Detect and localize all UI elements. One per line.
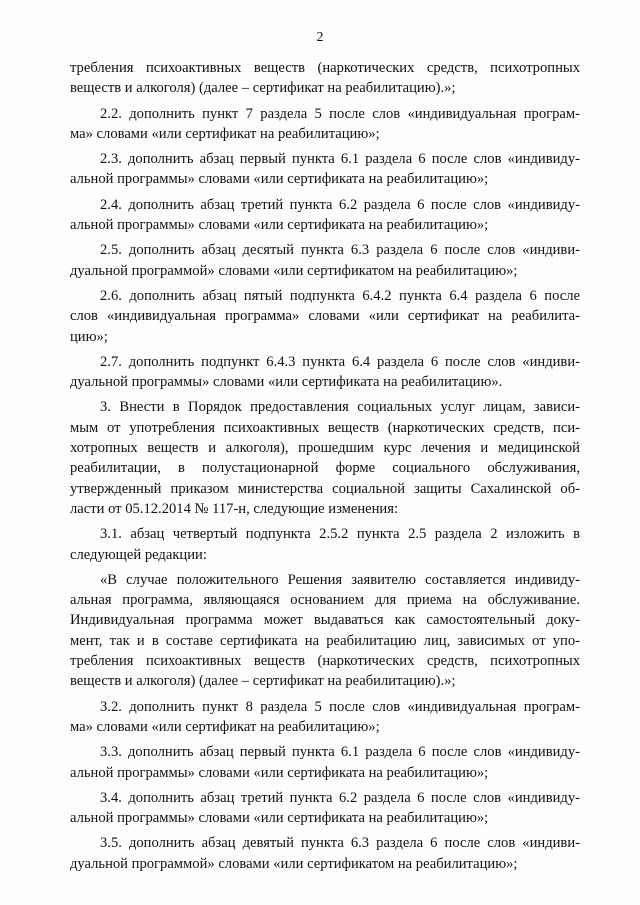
text-line: 3.2. дополнить пункт 8 раздела 5 после слов «индивидуальная програм- xyxy=(100,698,580,715)
text-line: 2.3. дополнить абзац первый пункта 6.1 раздела 6 после слов «индивиду- xyxy=(100,151,580,168)
text-line: альная программа, являющаяся основанием для приема на обслуживание. xyxy=(70,592,580,609)
text-line: дуальной программы» словами «или сертификата на реабилитацию». xyxy=(70,374,503,391)
text-line: дуальной программой» словами «или сертификатом на реабилитацию»; xyxy=(70,855,518,872)
document-body xyxy=(70,58,580,874)
text-line: 3.5. дополнить абзац девятый пункта 6.3 раздела 6 после слов «индиви- xyxy=(100,835,580,852)
text-line: альной программы» словами «или сертификата на реабилитацию»; xyxy=(70,171,489,188)
text-line: дуальной программой» словами «или сертификатом на реабилитацию»; xyxy=(70,262,518,279)
text-line: ма» словами «или сертификат на реабилитацию»; xyxy=(70,718,380,735)
page-number: 2 xyxy=(316,30,324,45)
text-line: 2.6. дополнить абзац пятый подпункта 6.4.2 пункта 6.4 раздела 6 после xyxy=(100,287,580,304)
text-line: 2.7. дополнить подпункт 6.4.3 пункта 6.4 раздела 6 после слов «индиви- xyxy=(100,353,580,370)
text-line: мент, так и в составе сертификата на реабилитацию лиц, зависимых от упо- xyxy=(70,632,580,649)
text-line: веществ и алкоголя) (далее – сертификат на реабилитацию).»; xyxy=(70,80,456,97)
text-line: веществ и алкоголя) (далее – сертификат на реабилитацию).»; xyxy=(70,673,456,690)
text-line: 2.4. дополнить абзац третий пункта 6.2 раздела 6 после слов «индивиду- xyxy=(100,196,580,213)
text-line: 3.1. абзац четвертый подпункта 2.5.2 пункта 2.5 раздела 2 изложить в xyxy=(100,526,580,543)
text-line: 3.4. дополнить абзац третий пункта 6.2 раздела 6 после слов «индивиду- xyxy=(100,789,580,806)
text-line: альной программы» словами «или сертификата на реабилитацию»; xyxy=(70,810,489,827)
text-line: 2.5. дополнить абзац десятый пункта 6.3 раздела 6 после слов «индиви- xyxy=(100,242,580,259)
text-line: следующей редакции: xyxy=(70,546,207,563)
text-line: 3. Внести в Порядок предоставления социальных услуг лицам, зависи- xyxy=(100,399,580,416)
text-line: альной программы» словами «или сертификата на реабилитацию»; xyxy=(70,217,489,234)
text-line: мым от употребления психоактивных веществ (наркотических средств, пси- xyxy=(70,419,580,436)
text-line: требления психоактивных веществ (наркотических средств, психотропных xyxy=(70,653,580,670)
text-line: цию»; xyxy=(70,328,108,345)
text-line: Индивидуальная программа может выдаваться как самостоятельный доку- xyxy=(70,612,580,629)
text-line: утвержденный приказом министерства социальной защиты Сахалинской об- xyxy=(70,480,580,497)
text-line: хотропных веществ и алкоголя), прошедшим курс лечения и медицинской xyxy=(70,440,580,457)
text-line: «В случае положительного Решения заявителю составляется индивиду- xyxy=(100,571,580,588)
text-line: 2.2. дополнить пункт 7 раздела 5 после слов «индивидуальная програм- xyxy=(100,105,580,122)
text-line: слов «индивидуальная программа» словами «или сертификат на реабилита- xyxy=(70,308,580,325)
text-line: ма» словами «или сертификат на реабилитацию»; xyxy=(70,125,380,142)
text-line: требления психоактивных веществ (наркотических средств, психотропных xyxy=(70,60,580,76)
text-line: ласти от 05.12.2014 № 117-н, следующие изменения: xyxy=(70,500,399,517)
text-line: 3.3. дополнить абзац первый пункта 6.1 раздела 6 после слов «индивиду- xyxy=(100,744,580,761)
text-line: альной программы» словами «или сертификата на реабилитацию»; xyxy=(70,764,489,781)
text-line: реабилитации, в полустационарной форме социального обслуживания, xyxy=(70,460,580,477)
